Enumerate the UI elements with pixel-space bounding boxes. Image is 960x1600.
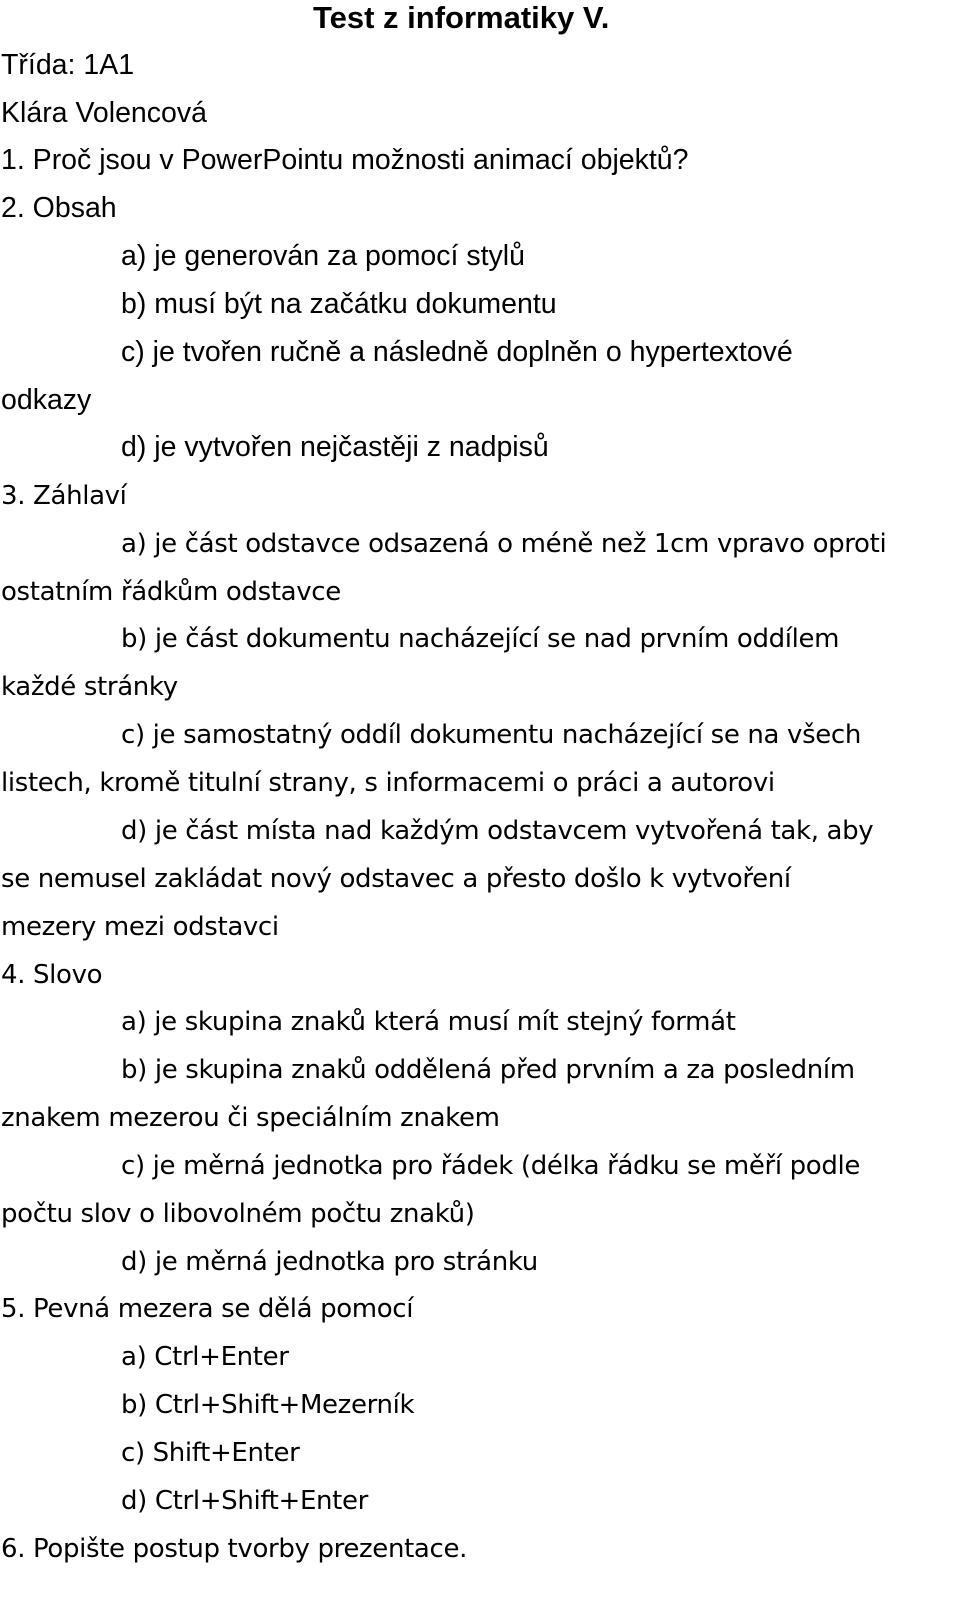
q3-answer-c-continued: listech, kromě titulní strany, s informacemi o práci a autorovi	[1, 768, 775, 798]
q5-answer-d: d) Ctrl+Shift+Enter	[121, 1486, 368, 1516]
q2-answer-d: d) je vytvořen nejčastěji z nadpisů	[121, 431, 549, 463]
q4-answer-c-continued: počtu slov o libovolném počtu znaků)	[1, 1199, 475, 1229]
question-6: 6. Popište postup tvorby prezentace.	[1, 1534, 468, 1564]
question-1: 1. Proč jsou v PowerPointu možnosti animací objektů?	[1, 144, 689, 176]
q5-answer-c: c) Shift+Enter	[121, 1438, 300, 1468]
q5-answer-a: a) Ctrl+Enter	[121, 1342, 289, 1372]
q2-answer-b: b) musí být na začátku dokumentu	[121, 288, 557, 320]
q3-answer-d-continued-1: se nemusel zakládat nový odstavec a přesto došlo k vytvoření	[1, 864, 791, 894]
q4-answer-b: b) je skupina znaků oddělená před prvním a za posledním	[121, 1055, 855, 1085]
q2-answer-c-continued: odkazy	[1, 384, 92, 416]
q3-answer-a-continued: ostatním řádkům odstavce	[1, 577, 341, 607]
question-3: 3. Záhlaví	[1, 481, 127, 511]
q3-answer-b: b) je část dokumentu nacházející se nad prvním oddílem	[121, 624, 840, 654]
class-line: Třída: 1A1	[1, 49, 135, 81]
q4-answer-b-continued: znakem mezerou či speciálním znakem	[1, 1103, 500, 1133]
question-5: 5. Pevná mezera se dělá pomocí	[1, 1294, 414, 1324]
question-4: 4. Slovo	[1, 960, 103, 990]
q4-answer-d: d) je měrná jednotka pro stránku	[121, 1247, 538, 1277]
q3-answer-d-continued-2: mezery mezi odstavci	[1, 912, 279, 942]
q3-answer-b-continued: každé stránky	[1, 672, 178, 702]
question-2: 2. Obsah	[1, 192, 117, 224]
q2-answer-c: c) je tvořen ručně a následně doplněn o hypertextové	[121, 336, 793, 368]
q3-answer-a: a) je část odstavce odsazená o méně než 1cm vpravo oproti	[121, 529, 887, 559]
student-name: Klára Volencová	[1, 97, 207, 129]
q3-answer-c: c) je samostatný oddíl dokumentu nacházející se na všech	[121, 720, 861, 750]
q4-answer-a: a) je skupina znaků která musí mít stejný formát	[121, 1007, 736, 1037]
q2-answer-a: a) je generován za pomocí stylů	[121, 240, 525, 272]
page-title: Test z informatiky V.	[313, 0, 610, 35]
q4-answer-c: c) je měrná jednotka pro řádek (délka řádku se měří podle	[121, 1151, 861, 1181]
q5-answer-b: b) Ctrl+Shift+Mezerník	[121, 1390, 415, 1420]
q3-answer-d: d) je část místa nad každým odstavcem vytvořená tak, aby	[121, 816, 874, 846]
